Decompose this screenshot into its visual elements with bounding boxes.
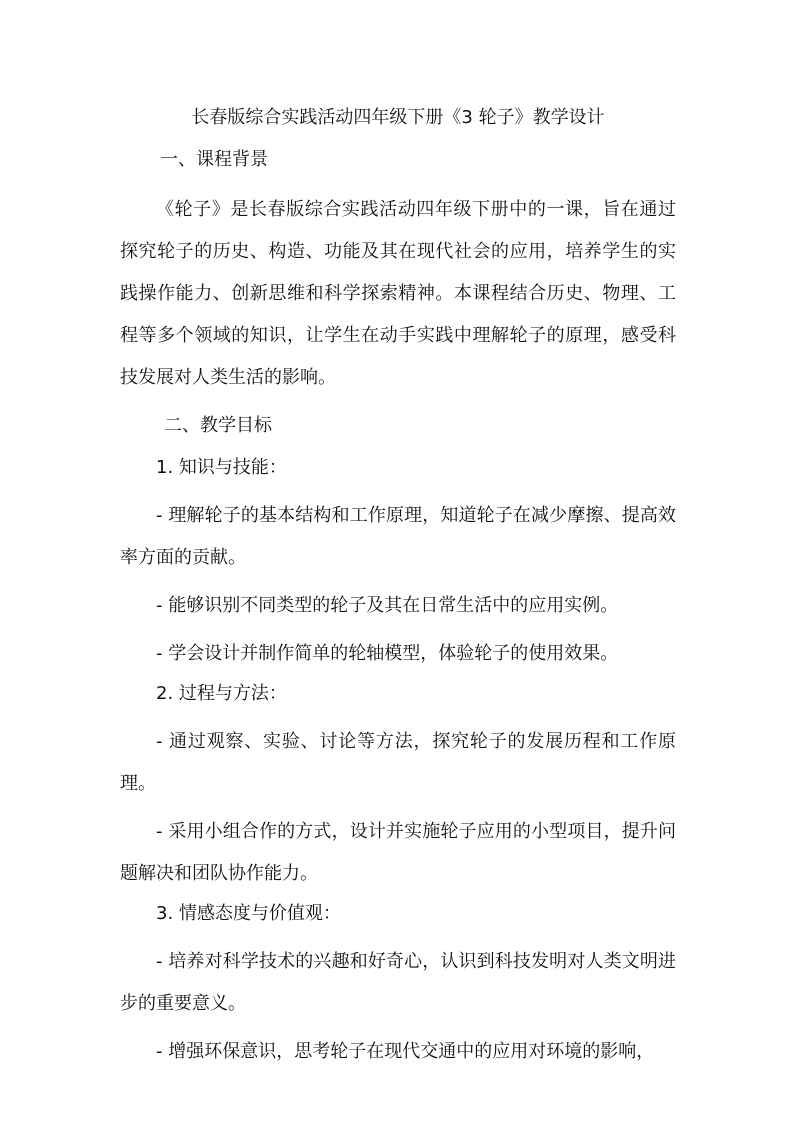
goal-heading-values: 3. 情感态度与价值观：	[156, 903, 341, 924]
goal-heading-knowledge: 1. 知识与技能：	[156, 457, 287, 478]
document-title: 长春版综合实践活动四年级下册《3 轮子》教学设计	[191, 107, 605, 128]
goal-item: - 培养对科学技术的兴趣和好奇心，认识到科技发明对人类文明进步的重要意义。	[120, 951, 676, 1014]
paragraph-background: 《轮子》是长春版综合实践活动四年级下册中的一课，旨在通过探究轮子的历史、构造、功能及其在现代社会的应用，培养学生的实践操作能力、创新思维和科学探索精神。本课程结合历史、物理、工程等多个领域的知识，让学生在动手实践中理解轮子的原理，感受科技发展对人类生活的影响。	[120, 199, 676, 388]
section-heading-goals: 二、教学目标	[164, 415, 272, 436]
goal-item: - 增强环保意识，思考轮子在现代交通中的应用对环境的影响，	[156, 1041, 655, 1062]
goal-item: - 学会设计并制作简单的轮轴模型，体验轮子的使用效果。	[156, 643, 619, 664]
goal-item: - 采用小组合作的方式，设计并实施轮子应用的小型项目，提升问题解决和团队协作能力。	[120, 821, 676, 884]
section-heading-background: 一、课程背景	[160, 149, 268, 170]
goal-item: - 能够识别不同类型的轮子及其在日常生活中的应用实例。	[156, 595, 619, 616]
document-body	[120, 105, 676, 1073]
goal-item: - 通过观察、实验、讨论等方法，探究轮子的发展历程和工作原理。	[120, 731, 676, 794]
goal-item: - 理解轮子的基本结构和工作原理，知道轮子在减少摩擦、提高效率方面的贡献。	[120, 505, 676, 568]
goal-heading-process: 2. 过程与方法：	[156, 683, 287, 704]
